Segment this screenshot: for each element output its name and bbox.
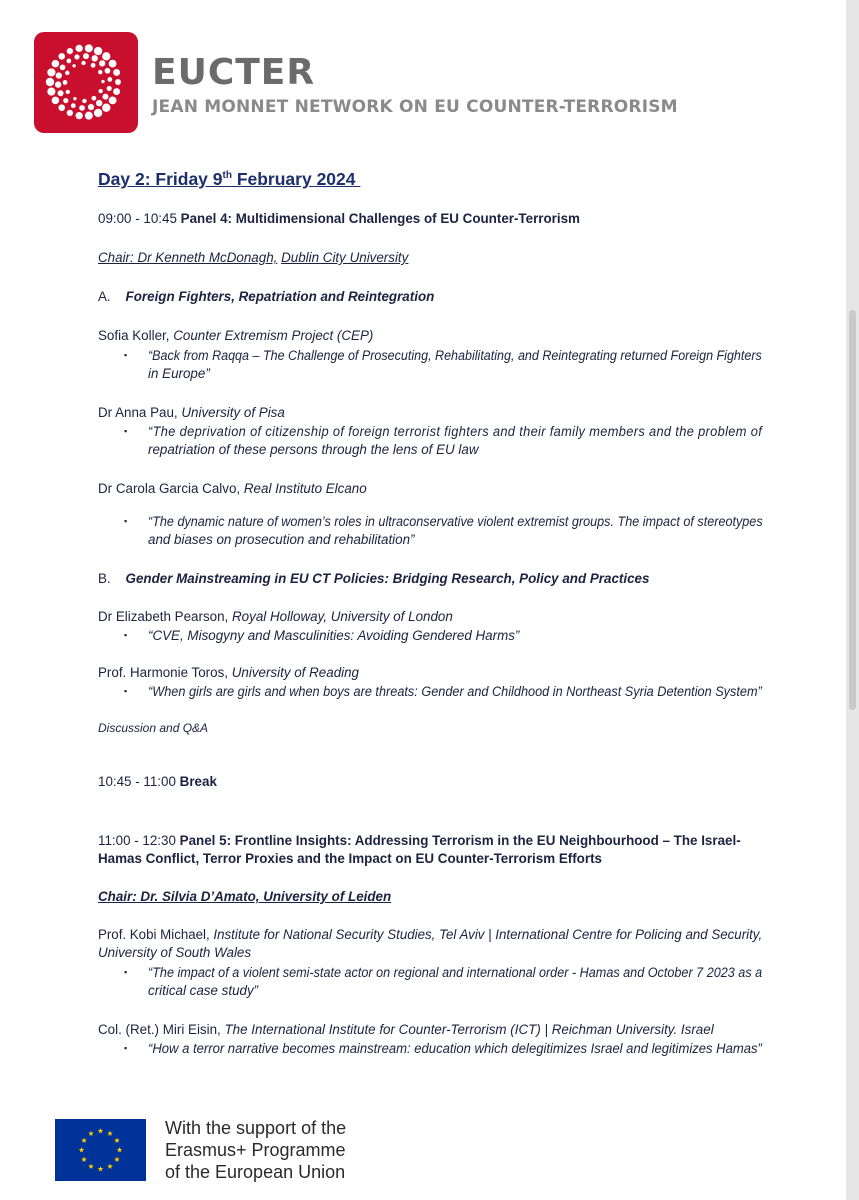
eu-flag-icon <box>55 1119 146 1181</box>
logo-dot <box>47 68 55 76</box>
panel4-time: 09:00 - 10:45 <box>98 211 177 226</box>
scrollbar-thumb[interactable] <box>849 310 856 710</box>
talk-title: “The deprivation of citizenship of foreign terrorist fighters and their family members and the problem of <box>148 424 763 439</box>
brand-subtitle: JEAN MONNET NETWORK ON EU COUNTER-TERRORISM <box>152 97 678 117</box>
logo-dot <box>102 52 110 60</box>
logo-dot <box>99 89 103 93</box>
logo-dot <box>74 54 79 59</box>
eu-star <box>88 1163 94 1168</box>
bullet-icon: ▪ <box>124 426 128 436</box>
scrollbar[interactable] <box>846 0 859 1200</box>
logo-dot <box>56 72 62 78</box>
logo-dot <box>71 103 76 108</box>
panel5-title: Panel 5: Frontline Insights: Addressing Terrorism in the EU Neighbourhood – The Israel- <box>179 833 741 848</box>
logo-dot <box>113 88 120 95</box>
logo-dot <box>82 99 86 103</box>
speaker-carola-garcia-calvo: Dr Carola Garcia Calvo, Real Instituto Elcano <box>98 481 367 496</box>
eu-star <box>79 1147 85 1152</box>
day-title: Day 2: Friday 9th February 2024 <box>98 168 356 189</box>
speaker-harmonie-toros: Prof. Harmonie Toros, University of Reading <box>98 665 360 680</box>
discussion-note: Discussion and Q&A <box>98 721 209 735</box>
logo-dot <box>58 53 65 60</box>
panel5-title-cont: Hamas Conflict, Terror Proxies and the Impact on EU Counter-Terrorism Efforts <box>98 851 602 866</box>
eu-star <box>98 1166 104 1171</box>
logo-dot <box>81 61 85 65</box>
eu-star <box>114 1138 120 1143</box>
talk-title-cont: in Europe” <box>148 366 210 381</box>
logo-dot <box>107 77 112 82</box>
talk-title: “The impact of a violent semi-state actor on regional and international order - Hamas and October 7 2023 as a <box>148 965 763 980</box>
logo-dot <box>58 90 64 96</box>
logo-dot <box>105 68 111 74</box>
eu-star <box>98 1128 104 1133</box>
talk-title: “Back from Raqqa – The Challenge of Prosecuting, Rehabilitating, and Reintegrating returned Foreign Fighters <box>148 348 762 363</box>
logo-dot <box>83 53 89 59</box>
logo-dot <box>46 78 54 86</box>
bullet-icon: ▪ <box>124 967 128 977</box>
talk-title-cont: repatriation of these persons through the lens of EU law <box>148 442 479 457</box>
logo-dots-icon <box>34 32 138 133</box>
logo-dot <box>63 98 68 103</box>
logo-dot <box>115 79 121 85</box>
speaker-miri-eisin: Col. (Ret.) Miri Eisin, The International Institute for Counter-Terrorism (ICT) | Reichman University. Israel <box>98 1022 714 1037</box>
panel4-heading <box>98 210 580 228</box>
speaker-elizabeth-pearson: Dr Elizabeth Pearson, Royal Holloway, University of London <box>98 609 453 624</box>
panel4-chair: Chair: Dr Kenneth McDonagh, Dublin City University <box>98 250 409 265</box>
talk-title: “How a terror narrative becomes mainstream: education which delegitimizes Israel and legitimizes Hamas” <box>148 1041 762 1056</box>
logo-dot <box>67 110 73 116</box>
logo-dot <box>76 45 83 52</box>
eucter-logo <box>34 32 138 133</box>
brand-name: EUCTER <box>152 52 316 93</box>
logo-dot <box>55 81 61 87</box>
eu-star <box>88 1131 94 1136</box>
bullet-icon: ▪ <box>124 350 128 360</box>
logo-dot <box>102 104 110 112</box>
logo-dot <box>109 96 117 104</box>
logo-dot <box>98 70 102 74</box>
break-row: 10:45 - 11:00 Break <box>98 774 217 789</box>
eu-star <box>114 1157 120 1162</box>
speaker-sofia-koller: Sofia Koller, Counter Extremism Project (CEP) <box>98 328 374 343</box>
logo-dot <box>63 80 68 85</box>
logo-dot <box>52 97 60 105</box>
logo-dot <box>91 96 96 101</box>
logo-dot <box>113 69 120 76</box>
panel5-chair: Chair: Dr. Silvia D’Amato, University of Leiden <box>98 889 392 904</box>
eu-star <box>81 1138 87 1143</box>
erasmus-support-text: With the support of the Erasmus+ Programme of the European Union <box>165 1118 347 1182</box>
logo-dot <box>47 87 55 95</box>
bullet-icon: ▪ <box>124 686 128 696</box>
eu-star <box>107 1131 113 1136</box>
talk-title: “CVE, Misogyny and Masculinities: Avoiding Gendered Harms” <box>148 628 520 643</box>
talk-title-cont: and biases on prosecution and rehabilitation” <box>148 532 415 547</box>
bullet-icon: ▪ <box>124 1043 128 1053</box>
logo-dot <box>94 109 102 117</box>
logo-dot <box>76 112 83 119</box>
logo-dot <box>52 60 60 68</box>
logo-dot <box>66 58 71 63</box>
logo-dot <box>79 105 85 111</box>
logo-dot <box>85 112 93 120</box>
logo-dot <box>60 65 66 71</box>
logo-dot <box>65 71 69 75</box>
speaker-affiliation-cont: University of South Wales <box>98 945 252 960</box>
talk-title: “When girls are girls and when boys are threats: Gender and Childhood in Northeast Syria Detention System” <box>148 684 762 699</box>
logo-dot <box>92 55 98 61</box>
logo-dot <box>73 97 76 100</box>
speaker-kobi-michael: Prof. Kobi Michael, Institute for National Security Studies, Tel Aviv | International Centre for Policing and Security, <box>98 927 763 942</box>
panel5-time: 11:00 - 12:30 <box>98 833 176 848</box>
talk-title-cont: critical case study” <box>148 983 259 998</box>
logo-dot <box>72 64 75 67</box>
logo-dot <box>85 44 93 52</box>
logo-dot <box>101 80 104 83</box>
bullet-icon: ▪ <box>124 630 128 640</box>
logo-dot <box>58 104 65 111</box>
logo-dot <box>107 86 112 91</box>
eu-star <box>81 1157 87 1162</box>
bullet-icon: ▪ <box>124 516 128 526</box>
eu-star <box>117 1147 123 1152</box>
logo-dot <box>109 60 117 68</box>
logo-dot <box>91 63 96 68</box>
logo-dot <box>94 47 102 55</box>
panel4-title: Panel 4: Multidimensional Challenges of EU Counter-Terrorism <box>180 211 580 226</box>
logo-dot <box>99 60 105 66</box>
speaker-anna-pau: Dr Anna Pau, University of Pisa <box>98 405 285 420</box>
section-a-heading: A. Foreign Fighters, Repatriation and Reintegration <box>98 289 435 304</box>
logo-dot <box>88 104 94 110</box>
talk-title: “The dynamic nature of women’s roles in ultraconservative violent extremist groups. The impact of stereotypes <box>148 514 763 529</box>
logo-dot <box>102 94 108 100</box>
logo-dot <box>66 90 70 94</box>
eu-star <box>107 1163 113 1168</box>
section-b-heading: B. Gender Mainstreaming in EU CT Policies: Bridging Research, Policy and Practices <box>98 571 650 586</box>
panel5-heading <box>98 832 741 850</box>
logo-dot <box>96 100 102 106</box>
logo-dot <box>67 48 73 54</box>
